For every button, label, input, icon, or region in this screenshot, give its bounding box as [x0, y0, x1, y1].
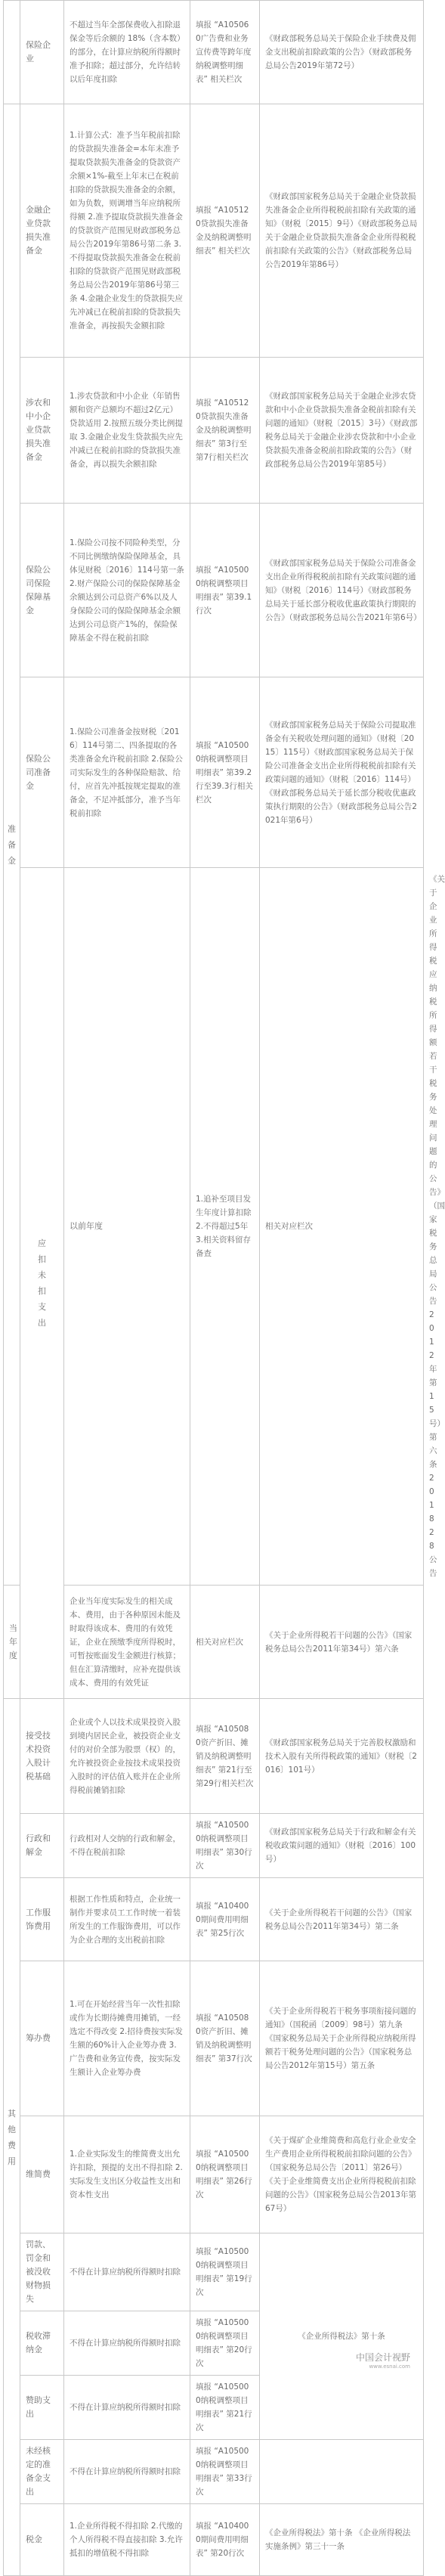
rule-text: 根据工作性质和特点，企业统一制作并要求员工工作时统一着装所发生的工作服饰费用，可以作为企业合理的支出税前扣除	[64, 1878, 190, 1961]
category-reserve: 准备金	[4, 104, 20, 1586]
item-name: 维简费	[20, 2116, 64, 2233]
watermark-logo-text: 中国会计视野	[355, 2352, 410, 2363]
watermark-site: www.esnai.com	[369, 2364, 410, 2370]
form-text: 填报 “A105000纳税调整项目明细表” 第19行次	[190, 2233, 260, 2311]
form-text: 填报 “A105000纳税调整项目明细表” 第26行次	[190, 2116, 260, 2233]
item-name: 赞助支出	[20, 2376, 64, 2440]
item-name: 未经核定的准备金支出	[20, 2440, 64, 2504]
table-row	[4, 677, 424, 868]
form-text: 填报 “A105000纳税调整项目明细表” 第20行次	[190, 2311, 260, 2376]
ref-text: 《财政部国家税务总局关于金融企业涉农贷款和中小企业贷款损失准备金税前扣除有关问题的通知》（财税〔2015〕3号）《财政部税务总局关于金融企业涉农贷款和中小企业贷款损失准备金税前扣除政策的公告》（财政部税务总局公告2019年第85号）	[260, 358, 424, 504]
form-text: 填报 “A105000纳税调整项目明细表” 第39.1行次	[190, 504, 260, 677]
item-name: 筹办费	[20, 1961, 64, 2116]
ref-text: 《关于企业所得税若干税务事项衔接问题的通知》（国税函〔2009〕98号）第九条 《国家税务总局关于企业所得税应纳税所得额若干税务处理问题的公告》（国家税务总局公告2012年第15号）第五条	[260, 1961, 424, 2116]
table-row	[4, 1961, 424, 2116]
table-row	[4, 1878, 424, 1961]
item-name: 保险公司保险保障基金	[20, 504, 64, 677]
table-row	[4, 2116, 424, 2233]
table-row: 应扣未扣支出 以前年度 1.追补至项目发生年度计算扣除 2.不得超过5年 3.相关资料留存备查 相关对应栏次 《关于企业所得税应纳税所得额若干税务处理问题的公告》（国家税务总局公告2012年第15号）第六条 201828公告	[4, 868, 424, 1586]
form-text: 填报 “A104000期间费用明细表” 第25行次	[190, 1878, 260, 1961]
ref-text: 《企业所得税法》第十条	[260, 2233, 424, 2440]
category-other: 其他费用	[4, 1699, 20, 2576]
ref-text: 《财政部国家税务总局关于保险公司准备金支出企业所得税税前扣除有关政策问题的通知》（财税〔2016〕114号）《财政部税务总局关于延长部分税收优惠政策执行期限的公告》（财政部税务总局公告2021年第6号）	[260, 504, 424, 677]
item-name: 保险公司准备金	[20, 677, 64, 868]
item-name: 罚款、罚金和被没收财物损失	[20, 2233, 64, 2311]
ref-text	[260, 2440, 424, 2504]
item-name: 接受技术投资入股计税基础	[20, 1699, 64, 1814]
rule-text: 不得在计算应纳税所得额时扣除	[64, 2233, 190, 2311]
ref-text: 《财政部国家税务总局关于完善股权激励和技术入股有关所得税政策的通知》（财税〔2016〕101号）	[260, 1699, 424, 1814]
form-text: 填报 “A105080资产折旧、摊销及纳税调整明细表” 第37行次	[190, 1961, 260, 2116]
rule-text: 行政相对人交纳的行政和解金，不得在税前扣除	[64, 1814, 190, 1878]
form-text: 相关对应栏次	[260, 868, 424, 1586]
table-row	[4, 2233, 424, 2311]
table-row	[4, 1699, 424, 1814]
form-text: 填报 “A105000纳税调整项目明细表” 第39.2行至39.3行相关栏次	[190, 677, 260, 868]
form-text: 填报 “A104000期间费用明细表” 第20行次	[190, 2504, 260, 2576]
rule-text: 1.保险公司准备金按财税〔2016〕114号第二、四条提取的各类准备金允许税前扣除 2.保险公司实际发生的各种保险赔款、给付，应首先冲抵按规定提取的准备金，不足冲抵部分，准予当年税前扣除	[64, 677, 190, 868]
ref-text: 《财政部国家税务总局关于保险公司提取准备金有关税收处理问题的通知》（财税〔2015〕115号）《财政部国家税务总局关于保险公司准备金支出企业所得税税前扣除有关政策问题的通知》（财税〔2016〕114号）《财政部税务总局关于延长部分税收优惠政策执行期限的公告》（财政部税务总局公告2021年第6号）	[260, 677, 424, 868]
table-row	[4, 1814, 424, 1878]
category-deferred: 应扣未扣支出	[20, 868, 64, 1699]
rule-text: 1.计算公式：准予当年税前扣除的贷款损失准备金=本年末准予提取贷款损失准备金的贷款资产余额×1%-截至上年末已在税前扣除的贷款损失准备金的余额，如为负数，则调增当年应纳税所得额 2.准予提取贷款损失准备金的贷款资产范围见财政部税务总局公告2019年第86号第二条 3.不得提取贷款损失准备金在税前扣除的贷款资产范围见财政部税务总局公告2019年第86号第三条 4.金融企业发生的贷款损失应先冲减已在税前扣除的贷款损失准备金，再按损失金额扣除	[64, 104, 190, 358]
rule-text: 1.追补至项目发生年度计算扣除 2.不得超过5年 3.相关资料留存备查	[190, 868, 260, 1586]
ref-text: 《关于企业所得税若干问题的公告》（国家税务总局公告2011年第34号）第六条	[260, 1586, 424, 1699]
tax-deduction-table	[3, 0, 445, 2576]
form-text: 填报 “A105000纳税调整项目明细表” 第30行次	[190, 1814, 260, 1878]
table-row	[4, 358, 424, 504]
rule-text: 1.企业所得税不得扣除 2.代缴的个人所得税不得直接扣除 3.允许抵扣的增值税不得扣除	[64, 2504, 190, 2576]
rule-text: 1.保险公司按不同险种类型，分不同比例缴纳保险保障基金，具体见财税〔2016〕114号第一条 2.财产保险公司的保险保障基金余额达到公司总资产6%以及人身保险公司的保险保障基金余额达到公司总资产1%的，保险保障基金不得在税前扣除	[64, 504, 190, 677]
form-text: 填报 “A105120贷款损失准备金及纳税调整明细表” 相关栏次	[190, 104, 260, 358]
rule-text: 1.涉农贷款和中小企业（年销售额和资产总额均不超过2亿元）贷款适用 2.按照五级分类比例提取 3.金融企业发生贷款损失应先冲减已在税前扣除的贷款损失准备金，再以损失余额扣除	[64, 358, 190, 504]
ref-text: 《关于煤矿企业维简费和高危行业企业安全生产费用企业所得税税前扣除问题的公告》（国家税务总局公告〔2011〕第26号）《关于企业维简费支出企业所得税税前扣除问题的公告》（国家税务总局公告2013年第67号）	[260, 2116, 424, 2233]
item-name: 税收滞纳金	[20, 2311, 64, 2376]
ref-text: 《财政部国家税务总局关于金融企业贷款损失准备金企业所得税税前扣除有关政策的通知》（财税〔2015〕9号）《财政部税务总局关于金融企业贷款损失准备金企业所得税税前扣除有关政策的公告》（财政部税务总局公告2019年第86号）	[260, 104, 424, 358]
table-row	[4, 2440, 424, 2504]
table-row	[4, 1586, 424, 1699]
rule-text: 1.企业实际发生的维简费支出允许扣除，预提的支出不得扣除 2.实际发生支出区分收益性支出和资本性支出	[64, 2116, 190, 2233]
ref-text: 《企业所得税法》第十条 《企业所得税法实施条例》第三十一条	[260, 2504, 424, 2576]
table-row	[4, 104, 424, 358]
form-text: 相关对应栏次	[190, 1586, 260, 1699]
form-text: 填报 “A105120贷款损失准备金及纳税调整明细表” 第3行至第7行相关栏次	[190, 358, 260, 504]
rule-text: 企业或个人以技术成果投资入股到境内居民企业，被投资企业支付的对价全部为股票（权）的，允许被投资企业按技术成果投资入股时的评估值入账并在企业所得税前摊销扣除	[64, 1699, 190, 1814]
item-name: 保险企业	[20, 1, 64, 104]
table-row	[4, 504, 424, 677]
rule-text: 企业当年度实际发生的相关成本、费用，由于各种原因未能及时取得该成本、费用的有效凭证，企业在预缴季度所得税时，可暂按账面发生金额进行核算；但在汇算清缴时，应补充提供该成本、费用的有效凭证	[64, 1586, 190, 1699]
rule-text: 1.可在开始经营当年一次性扣除或作为长期待摊费用摊销，一经选定不得改变 2.招待费按实际发生额的60%计入企业筹办费 3.广告费和业务宣传费，按实际发生额计入企业筹办费	[64, 1961, 190, 2116]
ref-text: 《财政部税务总局关于保险企业手续费及佣金支出税前扣除政策的公告》（财政部税务总局公告2019年第72号）	[260, 1, 424, 104]
table-row	[4, 1, 424, 104]
item-name: 以前年度	[64, 868, 190, 1586]
ref-text: 《财政部国家税务总局关于行政和解金有关税收政策问题的通知》（财税〔2016〕100号）	[260, 1814, 424, 1878]
item-name: 行政和解金	[20, 1814, 64, 1878]
category-cell-top	[4, 1, 20, 104]
rule-text: 不超过当年全部保费收入扣除退保金等后余额的 18%（含本数）的部分，在计算应纳税所得额时准予扣除；超过部分，允许结转以后年度扣除	[64, 1, 190, 104]
item-name: 工作服饰费用	[20, 1878, 64, 1961]
form-text: 填报 “A105000纳税调整项目明细表” 第33行次	[190, 2440, 260, 2504]
table-row	[4, 2504, 424, 2576]
rule-text: 不得在计算应纳税所得额时扣除	[64, 2440, 190, 2504]
form-text: 填报 “A105000纳税调整项目明细表” 第21行次	[190, 2376, 260, 2440]
item-name: 金融企业贷款损失准备金	[20, 104, 64, 358]
rule-text: 不得在计算应纳税所得额时扣除	[64, 2376, 190, 2440]
item-name: 涉农和中小企业贷款损失准备金	[20, 358, 64, 504]
ref-text: 《关于企业所得税若干问题的公告》（国家税务总局公告2011年第34号）第二条	[260, 1878, 424, 1961]
item-name: 税金	[20, 2504, 64, 2576]
form-text: 填报 “A105060广告费和业务宣传费等跨年度纳税调整明细表” 相关栏次	[190, 1, 260, 104]
watermark-logo	[353, 2349, 413, 2371]
item-name: 当年度	[4, 1586, 20, 1699]
form-text: 填报 “A105080资产折旧、摊销及纳税调整明细表” 第21行至第29行相关栏次	[190, 1699, 260, 1814]
rule-text: 不得在计算应纳税所得额时扣除	[64, 2311, 190, 2376]
